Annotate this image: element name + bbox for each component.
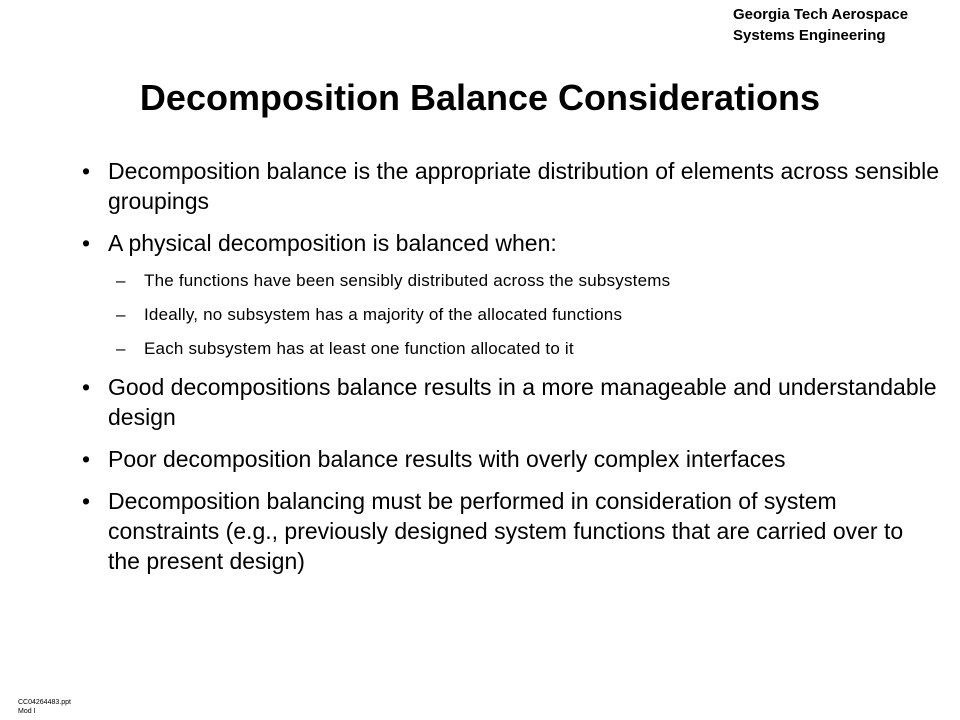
sub-bullet-text: The functions have been sensibly distributed across the subsystems [144, 271, 671, 290]
bullet-text: A physical decomposition is balanced when: [108, 230, 557, 256]
bullet-text: Decomposition balancing must be performed in consideration of system constraints (e.g., previously designed system functions that are carried over to the present design) [108, 488, 904, 574]
organization-name-line2: Systems Engineering [733, 27, 886, 44]
sub-bullet-text: Ideally, no subsystem has a majority of the allocated functions [144, 305, 623, 324]
bullet-list [80, 156, 940, 588]
sub-bullet-list [80, 270, 940, 360]
bullet-item [80, 228, 940, 258]
bullet-marker: • [82, 374, 91, 400]
bullet-item [80, 156, 940, 216]
dash-marker: – [116, 305, 126, 324]
bullet-text: Good decompositions balance results in a more manageable and understandable design [108, 374, 937, 430]
bullet-marker: • [82, 488, 91, 514]
slide-footer [18, 698, 71, 716]
organization-header [733, 4, 957, 46]
bullet-item [80, 444, 940, 474]
footer-module: Mod I [18, 708, 36, 715]
bullet-text: Poor decomposition balance results with overly complex interfaces [108, 446, 786, 472]
sub-bullet-item [80, 304, 940, 326]
bullet-item [80, 486, 940, 576]
bullet-marker: • [82, 230, 91, 256]
dash-marker: – [116, 271, 126, 290]
organization-name-line1: Georgia Tech Aerospace [733, 6, 909, 23]
sub-bullet-text: Each subsystem has at least one function allocated to it [144, 339, 574, 358]
bullet-text: Decomposition balance is the appropriate distribution of elements across sensible groupings [108, 158, 940, 214]
dash-marker: – [116, 339, 126, 358]
footer-file-name: CC04264483.ppt [18, 699, 71, 706]
slide-title: Decomposition Balance Considerations [139, 77, 821, 118]
bullet-item [80, 372, 940, 432]
bullet-marker: • [82, 158, 91, 184]
sub-bullet-item [80, 270, 940, 292]
sub-bullet-item [80, 338, 940, 360]
bullet-marker: • [82, 446, 91, 472]
